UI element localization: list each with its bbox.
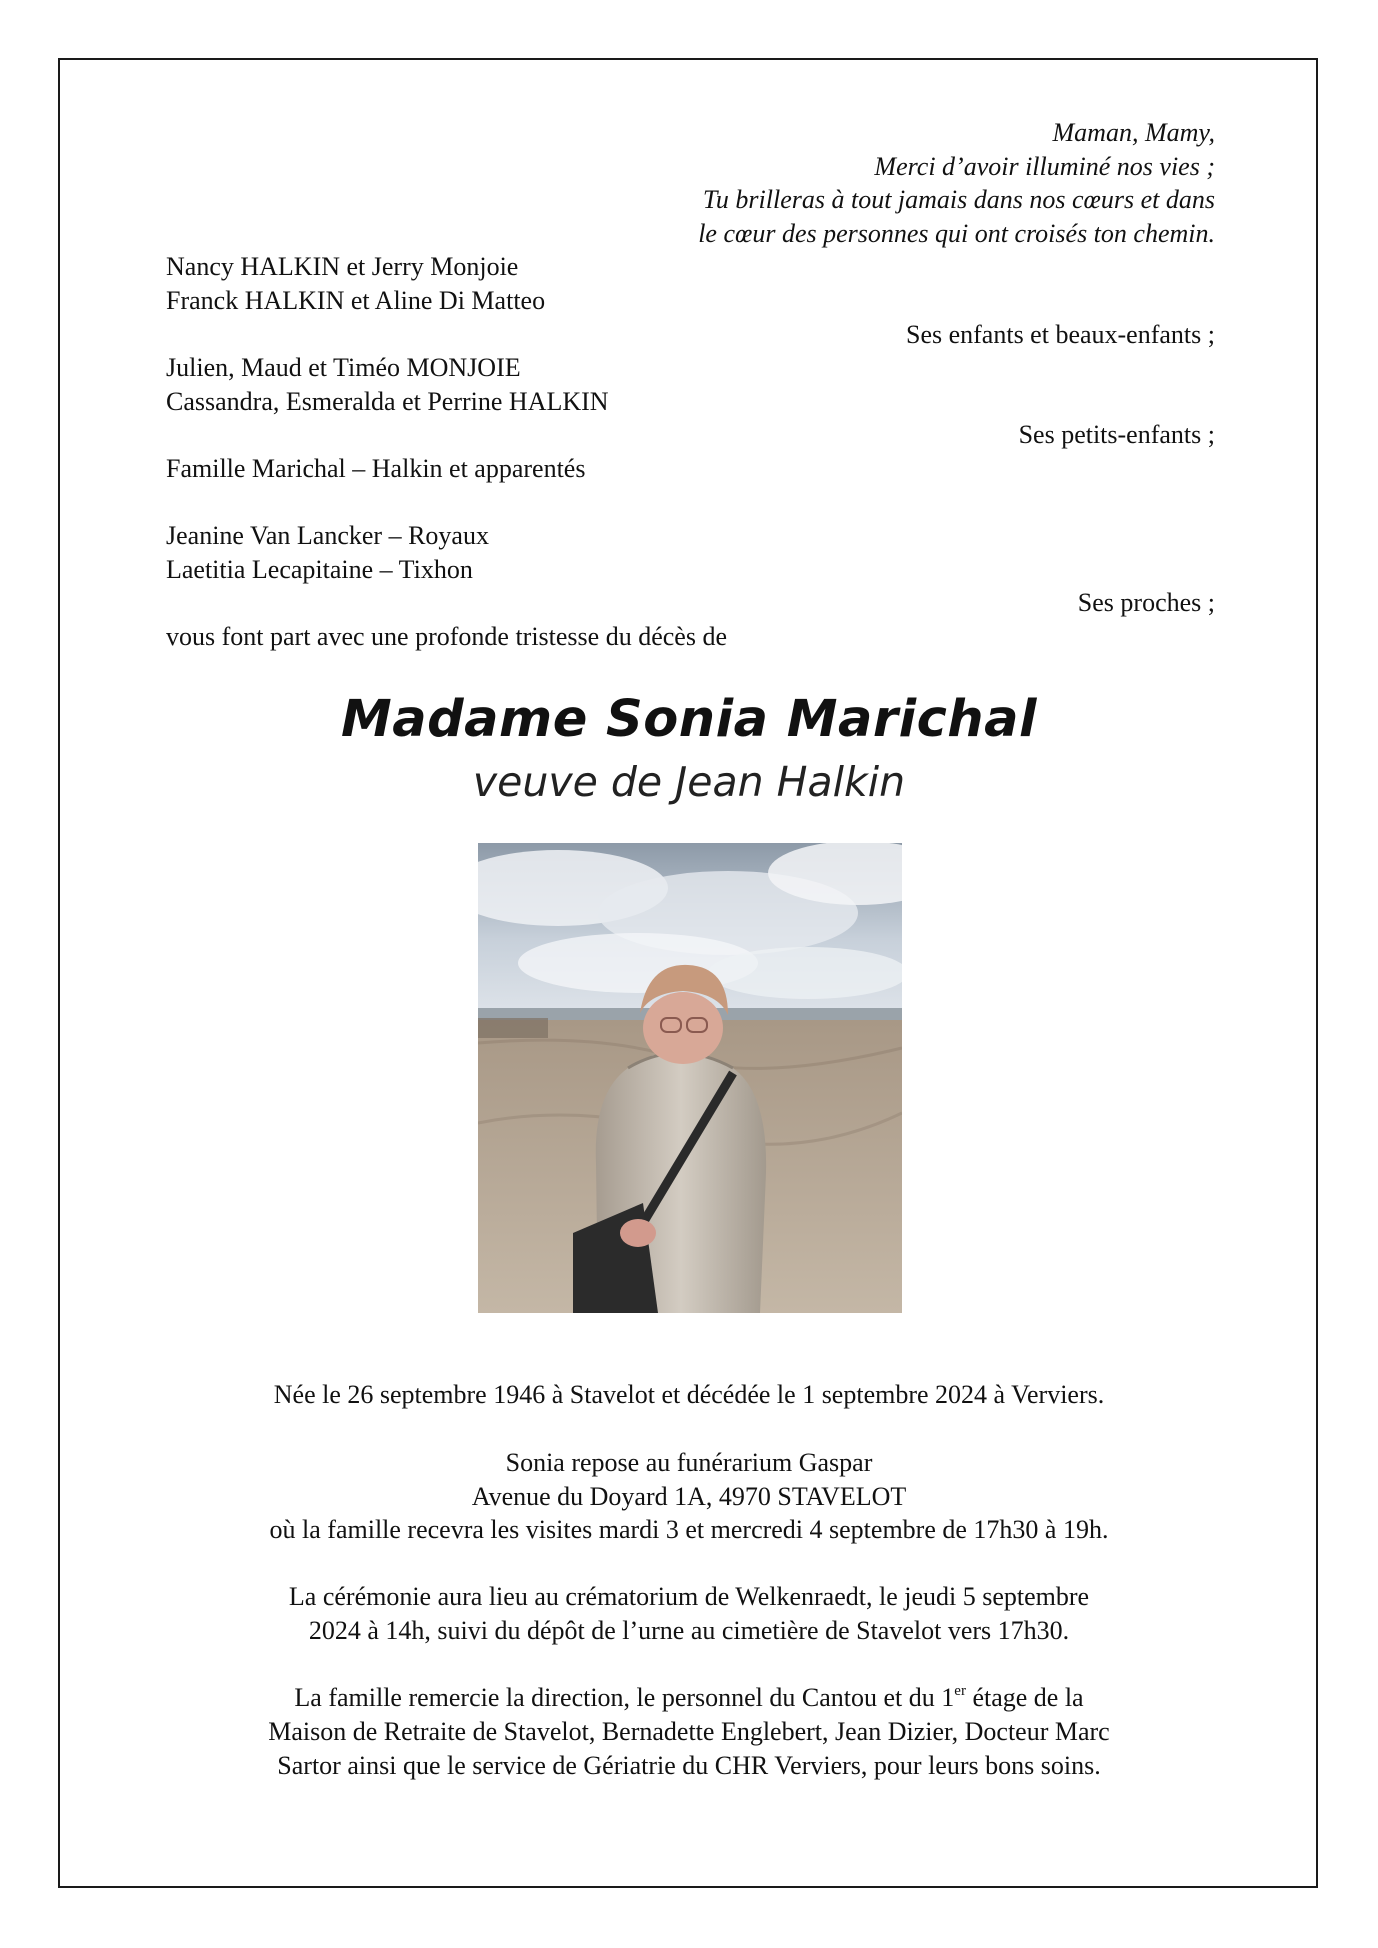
epigraph-line: le cœur des personnes qui ont croisés ton chemin. <box>698 219 1215 248</box>
announcement-text: vous font part avec une profonde tristesse du décès de <box>166 622 727 651</box>
ceremony-line: La cérémonie aura lieu au crématorium de Welkenraedt, le jeudi 5 septembre <box>288 1582 1090 1611</box>
relatives-label: Ses proches ; <box>1077 588 1215 617</box>
grandchild-name: Julien, Maud et Timéo MONJOIE <box>166 353 521 382</box>
relative-name: Laetitia Lecapitaine – Tixhon <box>166 555 473 584</box>
funeral-home-line: Sonia repose au funérarium Gaspar <box>505 1448 873 1477</box>
funeral-home-line: où la famille recevra les visites mardi 3 et mercredi 4 septembre de 17h30 à 19h. <box>269 1515 1109 1544</box>
grandchildren-label: Ses petits-enfants ; <box>1018 420 1215 449</box>
thanks-line <box>0 1681 1378 1715</box>
epigraph-line: Tu brilleras à tout jamais dans nos cœurs et dans <box>702 185 1215 214</box>
deceased-name: Madame Sonia Marichal <box>340 690 1038 749</box>
child-name: Franck HALKIN et Aline Di Matteo <box>166 286 546 315</box>
child-name: Nancy HALKIN et Jerry Monjoie <box>166 252 519 281</box>
thanks-text: étage de la <box>965 1683 1084 1712</box>
deceased-subtitle: veuve de Jean Halkin <box>472 758 906 806</box>
children-label: Ses enfants et beaux-enfants ; <box>905 320 1215 349</box>
relative-name: Jeanine Van Lancker – Royaux <box>166 521 489 550</box>
thanks-line: Maison de Retraite de Stavelot, Bernadette Englebert, Jean Dizier, Docteur Marc <box>268 1717 1110 1746</box>
family-line: Famille Marichal – Halkin et apparentés <box>166 454 586 483</box>
thanks-text: La famille remercie la direction, le personnel du Cantou et du 1 <box>294 1683 955 1712</box>
portrait-photo <box>478 843 902 1313</box>
thanks-line: Sartor ainsi que le service de Gériatrie du CHR Verviers, pour leurs bons soins. <box>277 1751 1101 1780</box>
epigraph-line: Maman, Mamy, <box>1052 118 1215 147</box>
funeral-home-line: Avenue du Doyard 1A, 4970 STAVELOT <box>471 1482 907 1511</box>
ceremony-line: 2024 à 14h, suivi du dépôt de l’urne au cimetière de Stavelot vers 17h30. <box>308 1616 1070 1645</box>
birth-death-text: Née le 26 septembre 1946 à Stavelot et décédée le 1 septembre 2024 à Verviers. <box>273 1380 1105 1409</box>
thanks-superscript: er <box>954 1683 966 1699</box>
grandchild-name: Cassandra, Esmeralda et Perrine HALKIN <box>166 387 609 416</box>
epigraph-line: Merci d’avoir illuminé nos vies ; <box>874 152 1215 181</box>
